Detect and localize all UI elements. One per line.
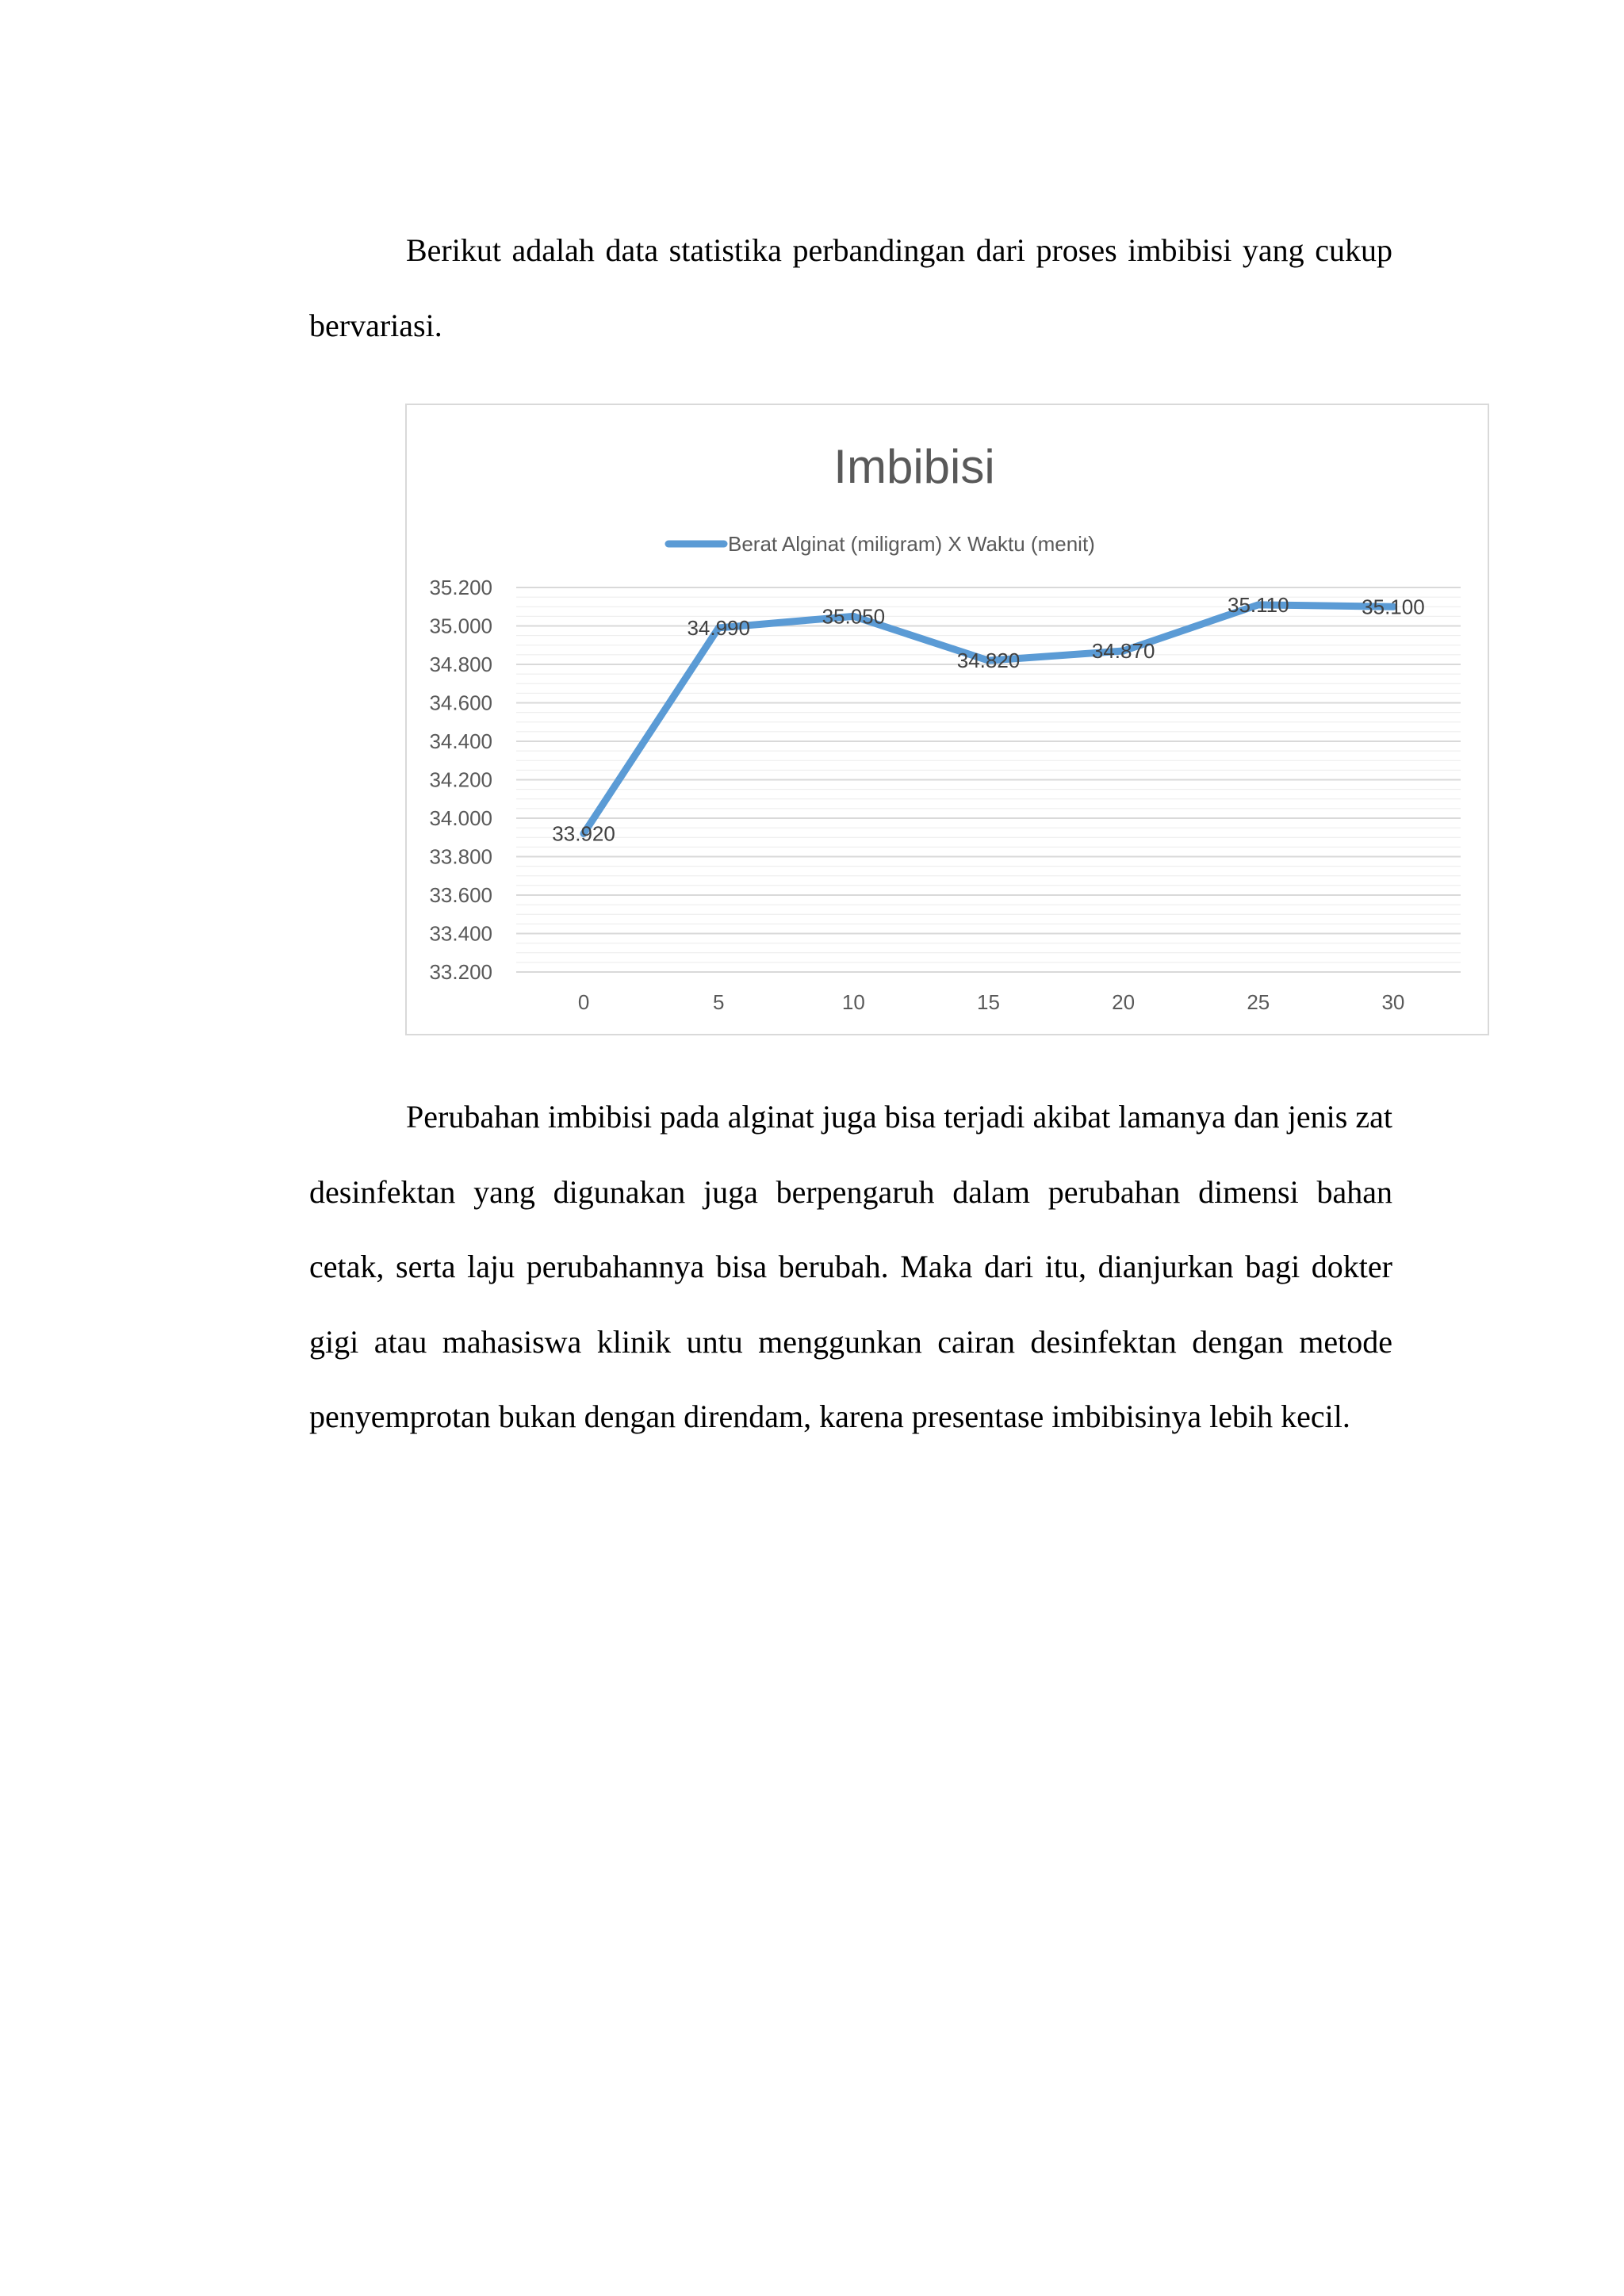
legend-label: Berat Alginat (miligram) X Waktu (menit) [728,532,1095,556]
x-tick-label: 5 [712,990,725,1014]
legend [668,532,1095,556]
x-tick-label: 0 [577,990,590,1014]
x-tick-label: 25 [1247,990,1270,1014]
y-axis-labels [429,576,492,984]
x-tick-label: 20 [1112,990,1136,1014]
data-label: 35.110 [1227,592,1289,617]
x-axis-labels [578,990,1405,1014]
y-tick-label: 34.400 [429,729,492,753]
data-label: 35.050 [822,604,886,629]
x-tick-label: 15 [977,990,1000,1014]
imbibisi-line-chart [407,405,1488,1034]
x-tick-label: 10 [841,990,865,1014]
y-tick-label: 34.200 [429,767,492,792]
body-paragraph: Perubahan imbibisi pada alginat juga bisa terjadi akibat lamanya dan jenis zat desinfektan yang digunakan juga berpengaruh dalam perubahan dimensi bahan cetak, serta laju perubahannya bisa berubah. Maka dari itu, dianjurkan bagi dokter gigi atau mahasiswa klinik untu menggunkan cairan desinfektan dengan metode penyemprotan bukan dengan direndam, karena presentase imbibisinya lebih kecil. [309,1099,1392,1434]
data-label: 34.870 [1091,639,1155,664]
data-label: 35.100 [1362,595,1425,619]
intro-paragraph: Berikut adalah data statistika perbandingan dari proses imbibisi yang cukup bervariasi. [309,232,1392,343]
chart-container [405,404,1489,1035]
y-tick-label: 35.200 [429,576,492,599]
data-label: 34.820 [956,649,1021,673]
chart-title: Imbibisi [833,440,995,493]
x-tick-label: 30 [1381,990,1405,1014]
y-tick-label: 33.800 [429,844,492,869]
data-labels [552,593,1424,846]
y-tick-label: 35.000 [429,614,492,638]
gridlines [516,587,1461,972]
data-label: 33.920 [552,821,615,846]
y-tick-label: 33.400 [429,921,492,946]
y-tick-label: 34.600 [429,691,492,715]
y-tick-label: 34.800 [429,652,492,676]
y-tick-label: 33.200 [429,960,492,984]
y-tick-label: 34.000 [429,806,492,830]
y-tick-label: 33.600 [429,883,492,907]
data-label: 34.990 [687,615,750,640]
